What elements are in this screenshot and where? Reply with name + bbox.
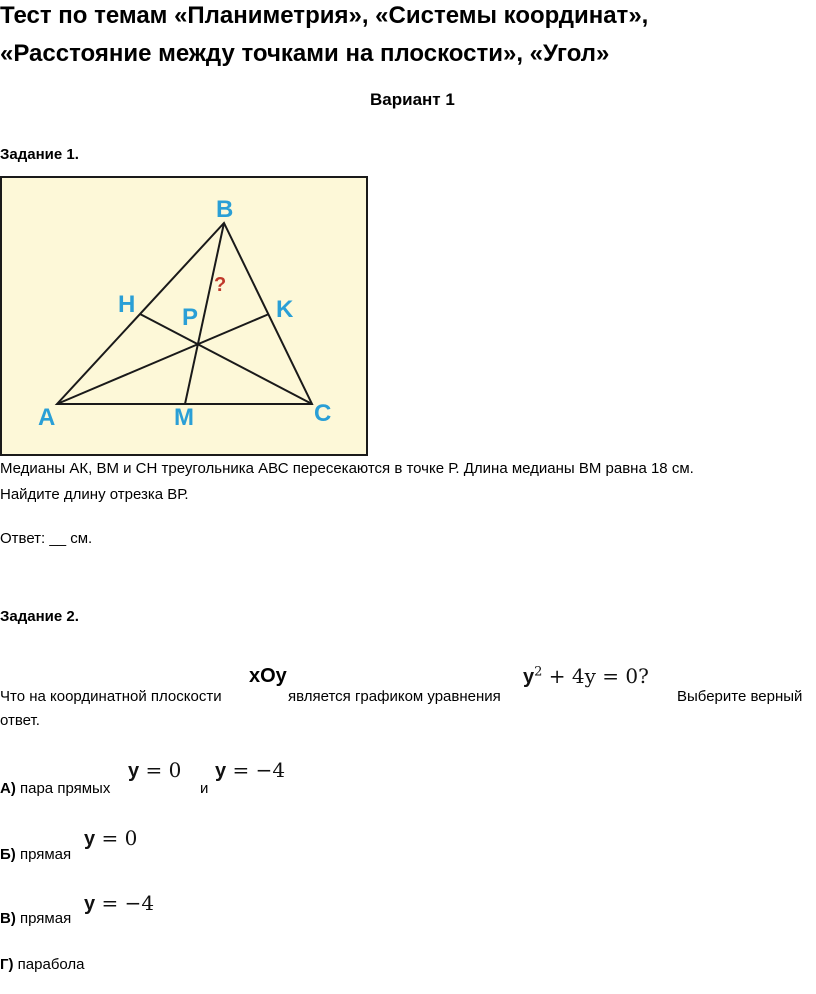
task-1-text-line-2: Найдите длину отрезка ВР.	[0, 486, 189, 503]
option-a-letter: А)	[0, 780, 16, 797]
label-k: K	[276, 296, 294, 323]
option-v-text: прямая	[20, 910, 72, 927]
label-a: A	[38, 404, 56, 431]
equation	[523, 664, 649, 689]
option-g-text: парабола	[17, 956, 85, 973]
option-b-letter: Б)	[0, 846, 16, 863]
variant-label: Вариант 1	[370, 90, 455, 109]
option-v-letter: В)	[0, 910, 16, 927]
label-c: C	[314, 400, 332, 427]
option-g[interactable]	[0, 956, 85, 973]
option-b[interactable]	[0, 846, 71, 863]
equation-var: y	[523, 666, 535, 688]
option-a[interactable]	[0, 780, 110, 797]
task-2-question-part-2: является графиком уравнения	[288, 688, 501, 705]
option-g-letter: Г)	[0, 956, 14, 973]
equation-exponent: 2	[534, 664, 543, 680]
task-1-answer: Ответ: __ см.	[0, 530, 93, 547]
triangle-medians-figure	[0, 176, 368, 456]
median-ch	[140, 314, 312, 404]
option-a-joiner: и	[200, 780, 209, 797]
option-a-math-1: y = 0	[128, 758, 182, 782]
page-title-line-1: Тест по темам «Планиметрия», «Системы координат»,	[0, 2, 649, 29]
task-2-question-part-3: Выберите верный	[677, 688, 803, 705]
option-b-math: y = 0	[84, 826, 138, 850]
label-h: H	[118, 291, 136, 318]
option-v[interactable]	[0, 910, 71, 927]
question-mark: ?	[214, 274, 227, 296]
label-m: M	[174, 404, 194, 431]
option-v-math: y = −4	[84, 891, 155, 915]
page-title-line-2: «Расстояние между точками на плоскости», «Угол»	[0, 40, 610, 67]
option-a-text: пара прямых	[20, 780, 111, 797]
median-ak	[57, 314, 269, 404]
option-a-math-2: y = −4	[215, 758, 286, 782]
equation-rest: + 4y = 0?	[542, 664, 649, 688]
task-1-text-line-1: Медианы АК, ВМ и СН треугольника АВС пересекаются в точке Р. Длина медианы ВМ равна 18 см.	[0, 460, 694, 477]
task-2-question-part-1: Что на координатной плоскости	[0, 688, 222, 705]
task-2-question-line-2: ответ.	[0, 712, 40, 729]
task-1-heading: Задание 1.	[0, 146, 79, 163]
option-b-text: прямая	[19, 846, 72, 863]
label-p: P	[182, 304, 199, 331]
label-b: B	[216, 196, 234, 223]
plane-name: xOy	[249, 665, 287, 687]
task-2-heading: Задание 2.	[0, 608, 79, 625]
